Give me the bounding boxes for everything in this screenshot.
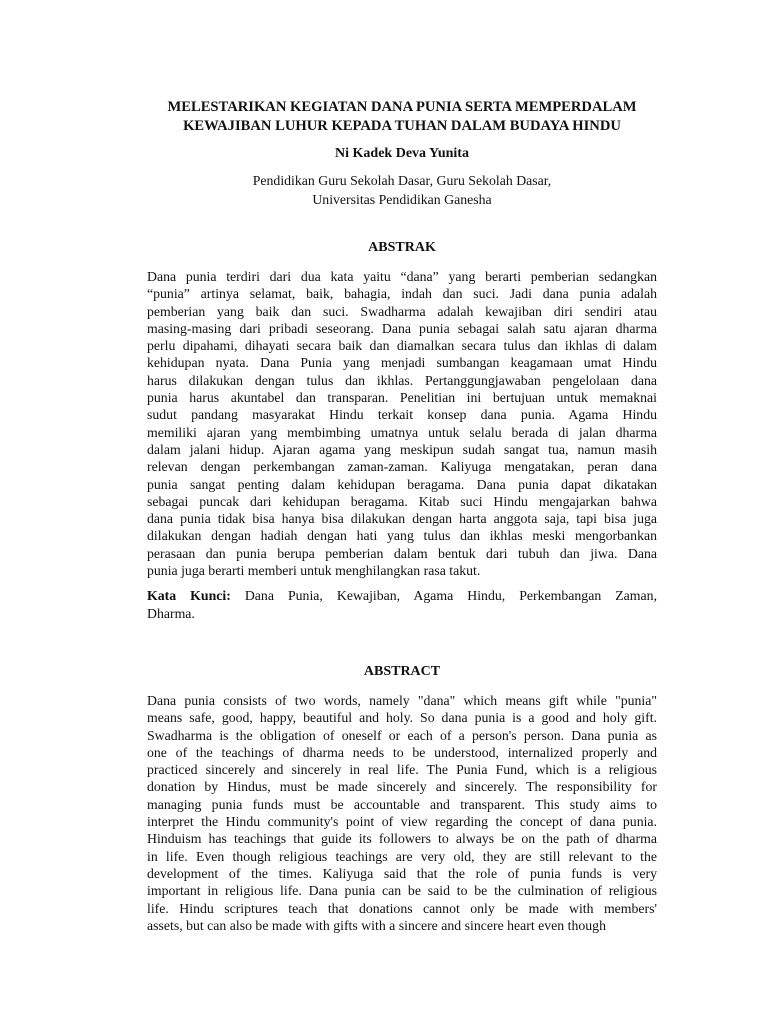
- text-line: punia sangat penting dalam kehidupan beragama. Dana punia dapat dikatakan: [147, 476, 657, 492]
- text-line: perasaan dan punia berupa pemberian dalam bentuk dari tubuh dan jiwa. Dana: [147, 545, 657, 561]
- text-line: dilakukan dengan hadiah dengan hati yang tulus dan ikhlas meski mengorbankan: [147, 528, 657, 544]
- text-line: one of the teachings of dharma needs to be understood, internalized properly and: [147, 744, 657, 760]
- text-line: important in religious life. Dana punia can be said to be the culmination of religious: [147, 883, 657, 899]
- abstrak-heading: ABSTRAK: [368, 240, 436, 255]
- text-line: memiliki ajaran yang membimbing umatnya untuk selalu berada di jalan dharma: [147, 424, 657, 440]
- text-line: Dana punia terdiri dari dua kata yaitu “dana” yang berarti pemberian sedangkan: [147, 269, 657, 284]
- keywords-line-1: [147, 587, 657, 604]
- paper-title: [147, 98, 657, 136]
- text-line: interpret the Hindu community's point of view regarding the concept of dana punia.: [147, 814, 657, 830]
- text-line: kehidupan nyata. Dana Punia yang menjadi sumbangan keagamaan umat Hindu: [147, 355, 657, 371]
- abstract-body: [147, 692, 657, 934]
- text-line: Hinduism has teachings that guide its followers to always be on the path of dharma: [147, 831, 657, 847]
- text-line: Dana punia consists of two words, namely "dana" which means gift while "punia": [147, 692, 657, 708]
- keywords-label: Kata Kunci:: [147, 588, 231, 604]
- keywords-text-1: Dana Punia, Kewajiban, Agama Hindu, Perkembangan Zaman,: [244, 588, 658, 604]
- abstrak-body: [147, 268, 657, 579]
- text-line: assets, but can also be made with gifts with a sincere and sincere heart even though: [147, 917, 606, 933]
- keywords-line-2: Dharma.: [147, 605, 195, 621]
- text-line: sebagai puncak dari kehidupan beragama. Kitab suci Hindu mengajarkan bahwa: [147, 493, 657, 509]
- text-line: punia harus akuntabel dan transparan. Penelitian ini bertujuan untuk memaknai: [147, 390, 657, 406]
- text-line: in life. Even though religious teachings are very old, they are still relevant to the: [147, 848, 657, 864]
- text-line: practiced sincerely and sincerely in real life. The Punia Fund, which is a religious: [147, 762, 657, 778]
- text-line: managing punia funds must be accountable and transparent. This study aims to: [147, 796, 657, 812]
- text-line: dana punia tidak bisa hanya bisa dilakukan dengan harta anggota saja, tapi bisa juga: [147, 511, 657, 527]
- text-line: punia juga berarti memberi untuk menghilangkan rasa takut.: [147, 563, 481, 579]
- author-affiliation: [147, 171, 657, 209]
- abstract-heading: ABSTRACT: [363, 663, 441, 679]
- text-line: perlu dipahami, dihayati secara baik dan diamalkan secara tulus dan ikhlas di dalam: [147, 338, 657, 354]
- title-line-1: MELESTARIKAN KEGIATAN DANA PUNIA SERTA MEMPERDALAM: [167, 99, 637, 115]
- keywords: [147, 587, 657, 622]
- paper-page: [147, 98, 657, 934]
- text-line: dalam jalani hidup. Ajaran agama yang meskipun sudah sangat tua, namun masih: [147, 441, 657, 457]
- text-line: sudut pandang masyarakat Hindu terkait konsep dana punia. Agama Hindu: [147, 407, 657, 423]
- affiliation-line-1: Pendidikan Guru Sekolah Dasar, Guru Sekolah Dasar,: [252, 173, 552, 188]
- text-line: development of the times. Kaliyuga said that the role of punia funds is very: [147, 865, 657, 881]
- text-line: pemberian yang baik dan suci. Swadharma adalah kewajiban diri sendiri atau: [147, 303, 657, 319]
- author-name: Ni Kadek Deva Yunita: [335, 146, 469, 161]
- text-line: donation by Hindus, must be made sincerely and sincerely. The responsibility for: [147, 779, 657, 795]
- text-line: masing-masing dari pribadi seseorang. Dana punia sebagai salah satu ajaran dharma: [147, 320, 657, 336]
- affiliation-line-2: Universitas Pendidikan Ganesha: [312, 192, 492, 207]
- text-line: means safe, good, happy, beautiful and holy. So dana punia is a good and holy gift.: [147, 710, 657, 726]
- text-line: relevan dengan perkembangan zaman-zaman. Kaliyuga mengatakan, peran dana: [147, 459, 657, 475]
- text-line: life. Hindu scriptures teach that donations cannot only be made with members': [147, 900, 657, 916]
- text-line: “punia” artinya selamat, baik, bahagia, indah dan suci. Jadi dana punia adalah: [147, 286, 657, 302]
- text-line: harus dilakukan dengan tulus dan ikhlas. Pertanggungjawaban pengelolaan dana: [147, 372, 657, 388]
- text-line: Swadharma is the obligation of oneself or each of a person's person. Dana punia as: [147, 727, 657, 743]
- title-line-2: KEWAJIBAN LUHUR KEPADA TUHAN DALAM BUDAYA HINDU: [183, 118, 621, 134]
